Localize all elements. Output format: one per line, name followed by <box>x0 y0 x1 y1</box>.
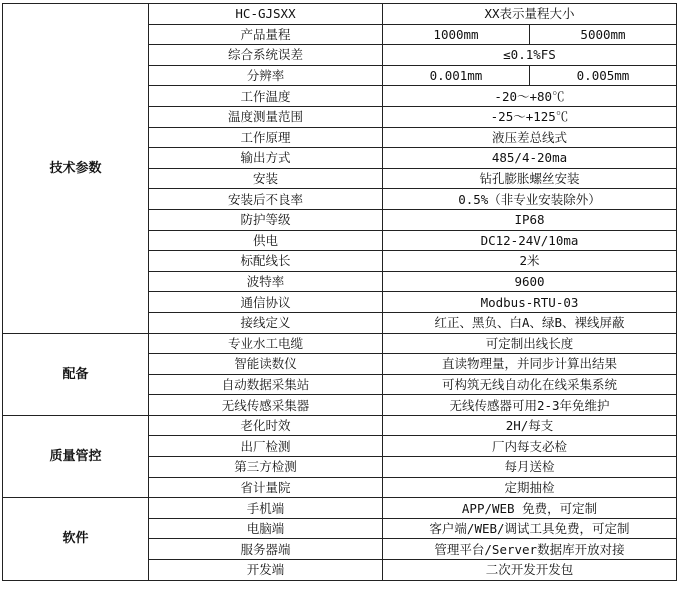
row-label-cable: 标配线长 <box>149 251 383 272</box>
row-value-resolution-a: 0.001mm <box>383 65 530 86</box>
row-value-mobile: APP/WEB 免费，可定制 <box>383 498 677 519</box>
row-label-smart-reader: 智能读数仪 <box>149 354 383 375</box>
row-value-power: DC12-24V/10ma <box>383 230 677 251</box>
row-value-error: ≤0.1%FS <box>383 45 677 66</box>
table-row <box>3 333 677 354</box>
row-value-third-party: 每月送检 <box>383 457 677 478</box>
row-value-model: XX表示量程大小 <box>383 4 677 25</box>
row-value-aging: 2H/每支 <box>383 415 677 436</box>
row-value-range-b: 5000mm <box>530 24 677 45</box>
row-value-cable-special: 可定制出线长度 <box>383 333 677 354</box>
row-value-pc: 客户端/WEB/调试工具免费，可定制 <box>383 518 677 539</box>
row-label-protocol: 通信协议 <box>149 292 383 313</box>
category-accessories: 配备 <box>3 333 149 415</box>
row-label-auto-station: 自动数据采集站 <box>149 374 383 395</box>
row-value-defect-rate: 0.5%（非专业安装除外） <box>383 189 677 210</box>
row-value-work-temp: -20～+80℃ <box>383 86 677 107</box>
category-software: 软件 <box>3 498 149 580</box>
row-label-server: 服务器端 <box>149 539 383 560</box>
row-label-cable-special: 专业水工电缆 <box>149 333 383 354</box>
row-label-wireless: 无线传感采集器 <box>149 395 383 416</box>
row-value-output: 485/4-20ma <box>383 148 677 169</box>
row-label-third-party: 第三方检测 <box>149 457 383 478</box>
spec-table <box>2 3 677 581</box>
row-label-defect-rate: 安装后不良率 <box>149 189 383 210</box>
row-label-wiring: 接线定义 <box>149 312 383 333</box>
category-tech: 技术参数 <box>3 4 149 334</box>
category-quality: 质量管控 <box>3 415 149 497</box>
row-value-cable: 2米 <box>383 251 677 272</box>
row-label-metrology: 省计量院 <box>149 477 383 498</box>
row-label-error: 综合系统误差 <box>149 45 383 66</box>
row-label-aging: 老化时效 <box>149 415 383 436</box>
row-value-install: 钻孔膨胀螺丝安装 <box>383 168 677 189</box>
row-label-model: HC-GJSXX <box>149 4 383 25</box>
row-label-baud: 波特率 <box>149 271 383 292</box>
row-value-resolution-b: 0.005mm <box>530 65 677 86</box>
row-value-smart-reader: 直读物理量，并同步计算出结果 <box>383 354 677 375</box>
row-label-factory-test: 出厂检测 <box>149 436 383 457</box>
row-value-dev: 二次开发开发包 <box>383 560 677 581</box>
row-value-wireless: 无线传感器可用2-3年免维护 <box>383 395 677 416</box>
row-label-work-temp: 工作温度 <box>149 86 383 107</box>
row-label-power: 供电 <box>149 230 383 251</box>
row-label-mobile: 手机端 <box>149 498 383 519</box>
row-label-install: 安装 <box>149 168 383 189</box>
row-value-range-a: 1000mm <box>383 24 530 45</box>
row-label-protection: 防护等级 <box>149 209 383 230</box>
table-row <box>3 4 677 25</box>
row-label-dev: 开发端 <box>149 560 383 581</box>
table-row <box>3 498 677 519</box>
row-label-resolution: 分辨率 <box>149 65 383 86</box>
row-value-protocol: Modbus-RTU-03 <box>383 292 677 313</box>
row-label-range: 产品量程 <box>149 24 383 45</box>
row-value-factory-test: 厂内每支必检 <box>383 436 677 457</box>
row-value-wiring: 红正、黑负、白A、绿B、裸线屏蔽 <box>383 312 677 333</box>
row-label-output: 输出方式 <box>149 148 383 169</box>
row-value-auto-station: 可构筑无线自动化在线采集系统 <box>383 374 677 395</box>
row-value-temp-range: -25～+125℃ <box>383 106 677 127</box>
row-value-metrology: 定期抽检 <box>383 477 677 498</box>
row-value-server: 管理平台/Server数据库开放对接 <box>383 539 677 560</box>
row-value-protection: IP68 <box>383 209 677 230</box>
row-label-principle: 工作原理 <box>149 127 383 148</box>
row-value-principle: 液压差总线式 <box>383 127 677 148</box>
row-label-temp-range: 温度测量范围 <box>149 106 383 127</box>
row-value-baud: 9600 <box>383 271 677 292</box>
table-row <box>3 415 677 436</box>
row-label-pc: 电脑端 <box>149 518 383 539</box>
